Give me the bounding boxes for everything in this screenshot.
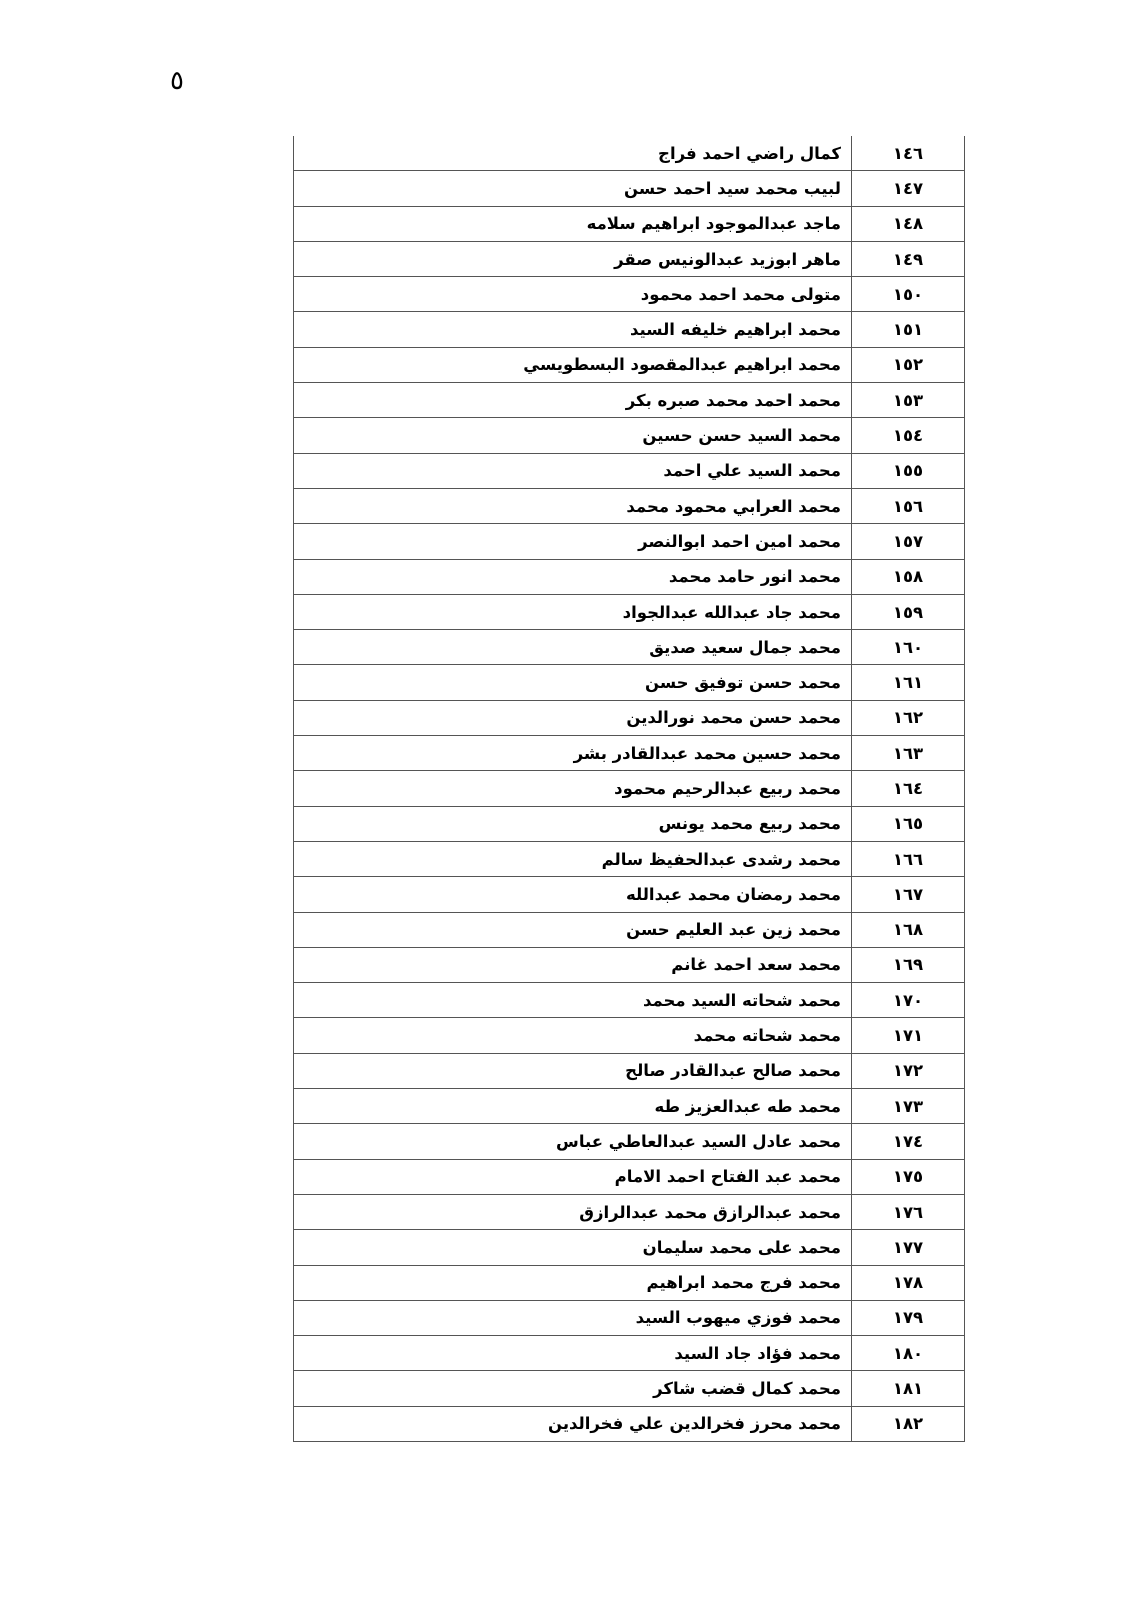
row-number-cell: ١٦٧ — [852, 877, 965, 912]
table-row — [294, 1406, 965, 1441]
names-table — [293, 136, 965, 1442]
row-number-cell: ١٤٧ — [852, 171, 965, 206]
table-row — [294, 171, 965, 206]
row-number-cell: ١٦٤ — [852, 771, 965, 806]
table-row — [294, 771, 965, 806]
row-number-cell: ١٥٣ — [852, 383, 965, 418]
table-row — [294, 1265, 965, 1300]
row-name-cell: محمد فرج محمد ابراهيم — [294, 1265, 852, 1300]
row-name-cell: محمد احمد محمد صبره بكر — [294, 383, 852, 418]
row-number-cell: ١٥٦ — [852, 488, 965, 523]
row-name-cell: محمد كمال قضب شاكر — [294, 1371, 852, 1406]
row-name-cell: محمد طه عبدالعزيز طه — [294, 1089, 852, 1124]
row-number-cell: ١٧٥ — [852, 1159, 965, 1194]
row-name-cell: محمد جمال سعيد صديق — [294, 630, 852, 665]
table-row — [294, 1018, 965, 1053]
table-row — [294, 1300, 965, 1335]
row-number-cell: ١٧٧ — [852, 1230, 965, 1265]
row-name-cell: محمد حسين محمد عبدالقادر بشر — [294, 736, 852, 771]
row-number-cell: ١٧٠ — [852, 983, 965, 1018]
row-name-cell: محمد فوزي ميهوب السيد — [294, 1300, 852, 1335]
table-row — [294, 559, 965, 594]
table-row — [294, 1159, 965, 1194]
row-name-cell: محمد زين عبد العليم حسن — [294, 912, 852, 947]
table-row — [294, 630, 965, 665]
table-row — [294, 453, 965, 488]
table-row — [294, 700, 965, 735]
row-number-cell: ١٥٢ — [852, 347, 965, 382]
table-row — [294, 1089, 965, 1124]
row-number-cell: ١٤٦ — [852, 136, 965, 171]
table-row — [294, 947, 965, 982]
row-name-cell: محمد جاد عبدالله عبدالجواد — [294, 594, 852, 629]
table-row — [294, 312, 965, 347]
row-name-cell: محمد رشدى عبدالحفيظ سالم — [294, 841, 852, 876]
row-number-cell: ١٥١ — [852, 312, 965, 347]
table-row — [294, 1194, 965, 1229]
row-number-cell: ١٧٣ — [852, 1089, 965, 1124]
table-row — [294, 806, 965, 841]
row-name-cell: محمد حسن توفيق حسن — [294, 665, 852, 700]
row-number-cell: ١٨٠ — [852, 1336, 965, 1371]
row-name-cell: محمد عبد الفتاح احمد الامام — [294, 1159, 852, 1194]
row-number-cell: ١٦٣ — [852, 736, 965, 771]
row-number-cell: ١٥٠ — [852, 277, 965, 312]
row-number-cell: ١٦٢ — [852, 700, 965, 735]
table-row — [294, 877, 965, 912]
row-number-cell: ١٦٩ — [852, 947, 965, 982]
table-row — [294, 594, 965, 629]
table-row — [294, 841, 965, 876]
row-name-cell: محمد صالح عبدالقادر صالح — [294, 1053, 852, 1088]
table-row — [294, 1053, 965, 1088]
table-row — [294, 1336, 965, 1371]
row-name-cell: لبيب محمد سيد احمد حسن — [294, 171, 852, 206]
row-number-cell: ١٥٨ — [852, 559, 965, 594]
row-name-cell: كمال راضي احمد فراج — [294, 136, 852, 171]
row-name-cell: محمد ابراهيم خليفه السيد — [294, 312, 852, 347]
row-number-cell: ١٤٩ — [852, 241, 965, 276]
table-row — [294, 524, 965, 559]
row-name-cell: محمد رمضان محمد عبدالله — [294, 877, 852, 912]
row-number-cell: ١٥٩ — [852, 594, 965, 629]
table-row — [294, 665, 965, 700]
table-row — [294, 206, 965, 241]
row-number-cell: ١٤٨ — [852, 206, 965, 241]
row-number-cell: ١٥٤ — [852, 418, 965, 453]
row-name-cell: محمد السيد حسن حسين — [294, 418, 852, 453]
row-name-cell: محمد ابراهيم عبدالمقصود البسطويسي — [294, 347, 852, 382]
row-name-cell: محمد امين احمد ابوالنصر — [294, 524, 852, 559]
row-name-cell: محمد السيد علي احمد — [294, 453, 852, 488]
table-row — [294, 1124, 965, 1159]
row-number-cell: ١٨١ — [852, 1371, 965, 1406]
table-row — [294, 418, 965, 453]
table-row — [294, 1230, 965, 1265]
row-name-cell: محمد عادل السيد عبدالعاطي عباس — [294, 1124, 852, 1159]
row-name-cell: محمد شحاته السيد محمد — [294, 983, 852, 1018]
row-name-cell: محمد حسن محمد نورالدين — [294, 700, 852, 735]
row-name-cell: ماهر ابوزيد عبدالونيس صقر — [294, 241, 852, 276]
row-name-cell: محمد انور حامد محمد — [294, 559, 852, 594]
row-name-cell: محمد على محمد سليمان — [294, 1230, 852, 1265]
row-name-cell: محمد العرابي محمود محمد — [294, 488, 852, 523]
row-name-cell: محمد شحاته محمد — [294, 1018, 852, 1053]
row-number-cell: ١٦٥ — [852, 806, 965, 841]
table-row — [294, 136, 965, 171]
row-number-cell: ١٨٢ — [852, 1406, 965, 1441]
row-number-cell: ١٧٢ — [852, 1053, 965, 1088]
table-row — [294, 488, 965, 523]
row-number-cell: ١٧٨ — [852, 1265, 965, 1300]
table-row — [294, 1371, 965, 1406]
table-row — [294, 983, 965, 1018]
row-name-cell: ماجد عبدالموجود ابراهيم سلامه — [294, 206, 852, 241]
names-table-body — [294, 136, 965, 1441]
page-number: ٥ — [170, 66, 184, 96]
row-name-cell: محمد محرز فخرالدين علي فخرالدين — [294, 1406, 852, 1441]
table-row — [294, 241, 965, 276]
row-name-cell: محمد فؤاد جاد السيد — [294, 1336, 852, 1371]
row-name-cell: محمد سعد احمد غانم — [294, 947, 852, 982]
table-row — [294, 383, 965, 418]
row-number-cell: ١٧١ — [852, 1018, 965, 1053]
row-number-cell: ١٧٦ — [852, 1194, 965, 1229]
row-number-cell: ١٦١ — [852, 665, 965, 700]
table-row — [294, 347, 965, 382]
table-row — [294, 277, 965, 312]
row-number-cell: ١٦٦ — [852, 841, 965, 876]
table-row — [294, 736, 965, 771]
row-number-cell: ١٦٠ — [852, 630, 965, 665]
row-name-cell: محمد ربيع محمد يونس — [294, 806, 852, 841]
row-name-cell: محمد ربيع عبدالرحيم محمود — [294, 771, 852, 806]
table-row — [294, 912, 965, 947]
row-number-cell: ١٥٧ — [852, 524, 965, 559]
row-name-cell: محمد عبدالرازق محمد عبدالرازق — [294, 1194, 852, 1229]
row-number-cell: ١٥٥ — [852, 453, 965, 488]
row-number-cell: ١٦٨ — [852, 912, 965, 947]
row-number-cell: ١٧٤ — [852, 1124, 965, 1159]
row-name-cell: متولى محمد احمد محمود — [294, 277, 852, 312]
row-number-cell: ١٧٩ — [852, 1300, 965, 1335]
